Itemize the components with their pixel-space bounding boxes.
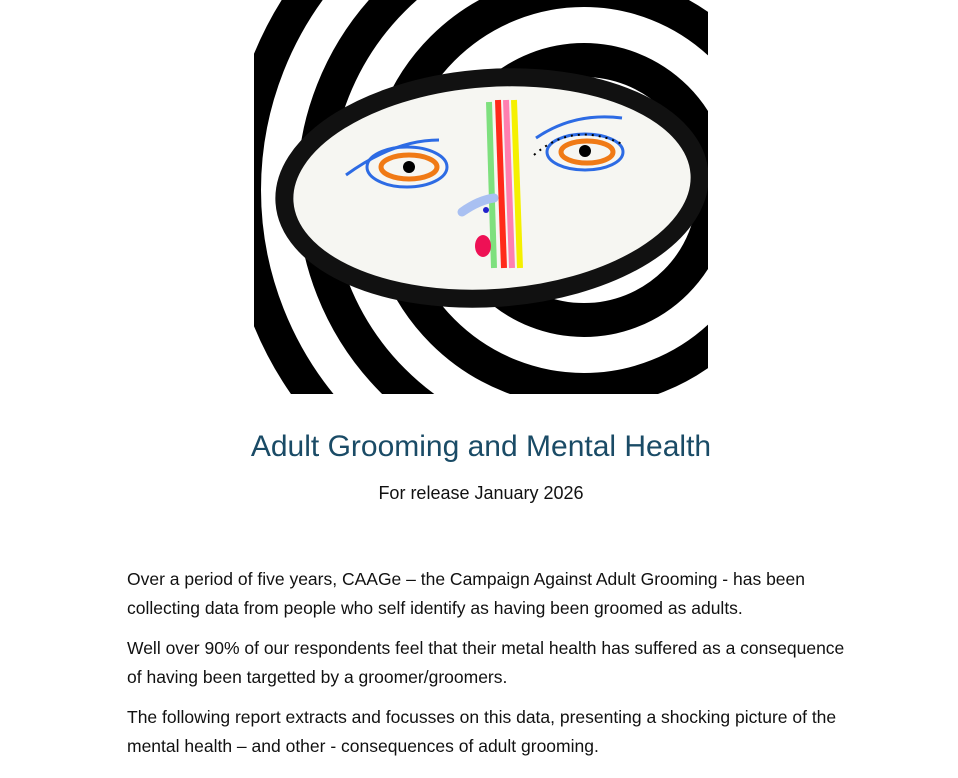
document-title: Adult Grooming and Mental Health: [250, 430, 712, 463]
intro-body: [127, 565, 847, 772]
release-date-subtitle: For release January 2026: [378, 483, 584, 503]
paragraph: Well over 90% of our respondents feel that their metal health has suffered as a consequence of having been targetted by a groomer/groomers.: [127, 638, 845, 687]
cover-illustration: [254, 0, 708, 394]
spiral-face-illustration-icon: [254, 0, 708, 394]
paragraph: Over a period of five years, CAAGe – the Campaign Against Adult Grooming - has been collecting data from people who self identify as having been groomed as adults.: [127, 569, 806, 618]
paragraph: The following report extracts and focusses on this data, presenting a shocking picture of the mental health – and other - consequences of adult grooming.: [127, 707, 837, 756]
